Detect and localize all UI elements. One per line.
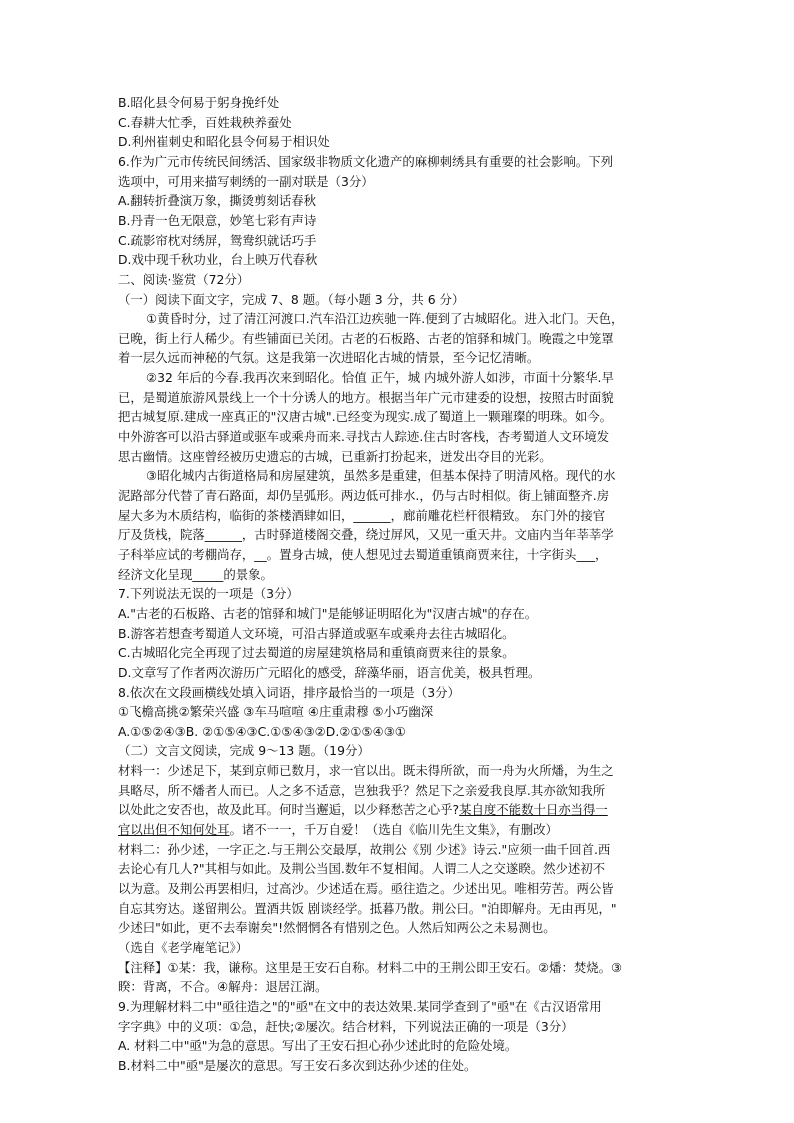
- line-text: A."古老的石板路、古老的馆驿和城门"是能够证明昭化为"汉唐古城"的存在。: [118, 605, 538, 621]
- line-text: 【注释】①某：我，谦称。这里是王安石自称。材料二中的王荆公即王安石。②燔：焚烧。③: [118, 959, 623, 975]
- text-line: [118, 741, 688, 760]
- text-line: [118, 624, 688, 643]
- text-line: [146, 466, 691, 485]
- text-line: [118, 172, 688, 191]
- line-text: ①飞檐高挑②繁荣兴盛 ③车马喧喧 ④庄重肃穆 ⑤小巧幽深: [118, 704, 434, 720]
- line-text: A.①⑤②④③B. ②①⑤④③C.①⑤④③②D.②①⑤④③①: [118, 723, 406, 739]
- line-text: ①黄昏时分，过了清江河渡口.汽车沿江边疾驰一阵.便到了古城昭化。进入北门。天色，: [146, 311, 624, 327]
- text-line: [118, 231, 688, 250]
- line-text: 少述曰"如此，更不去奉谢矣"!然惘惘各有惜别之色。人然后知两公之未易测也。: [118, 920, 556, 936]
- line-text: 子科举应试的考棚尚存，__。置身古城，使人想见过去蜀道重镇商贾来往，十字街头___，: [118, 546, 608, 562]
- text-line: [118, 565, 688, 584]
- text-line: [118, 702, 688, 721]
- line-text: （一）阅读下面文字，完成 7、8 题。（每小题 3 分，共 6 分）: [118, 291, 465, 307]
- line-text: 9.为理解材料二中"亟往造之"的"亟"在文中的表达效果.某同学查到了"亟"在《古汉语常用: [118, 998, 602, 1014]
- line-text: （二）文言文阅读，完成 9～13 题。（19分）: [118, 743, 370, 759]
- text-line: [118, 388, 688, 407]
- text-line: [146, 368, 691, 387]
- line-text: 泥路部分代替了青石路面，却仍呈弧形。两边低可排水.，仍与古时相似。街上铺面整齐.房: [118, 488, 610, 503]
- line-text: D.戏中现千秋功业，台上映万代春秋: [118, 252, 318, 268]
- line-text: 屋大多为木质结构，临街的茶楼酒肆如旧，______，廊前雕花栏杆很精致。 东门外的接官: [118, 507, 606, 523]
- line-text: 把古城复原.建成一座真正的"汉唐古城".已经变为现实.成了蜀道上一颗璀璨的明珠。如今。: [118, 409, 613, 425]
- line-text: 选项中，可用来描写刺绣的一副对联是（3分）: [118, 173, 374, 189]
- line-text: 以处此之安否也，故及此耳。何时当邂逅，以少释愁苦之心乎?: [118, 802, 460, 818]
- line-text: 中外游客可以沿古驿道或驱车或乘舟而来.寻找古人踪迹.住古时客栈，杏考蜀道人文环境发: [118, 429, 610, 445]
- text-line: [118, 840, 688, 859]
- line-text: B.材料二中"亟"是屡次的意思。写王安石多次到达孙少述的住处。: [118, 1057, 477, 1073]
- line-text: ②32 年后的今春.我再次来到昭化。恰值 正午，城 内城外游人如涉，市面十分繁华.早: [146, 370, 614, 386]
- text-line: [118, 859, 688, 878]
- text-line: [118, 604, 688, 623]
- line-text: 已，是蜀道旅游风景线上一个十分诱人的地方。根据当年广元市建委的设想，按照古时面貌: [118, 389, 614, 405]
- text-line: [118, 407, 688, 426]
- text-line: [118, 191, 688, 210]
- line-text: 去论心有几人?"其相与如此。及荆公当国.数年不复相闻。人谓二人之交遂睽。然少述初不: [118, 861, 606, 877]
- text-line: [118, 1036, 688, 1055]
- line-text-after: 。诸不一一，千万自爱！（选自《临川先生文集》，有删改）: [229, 822, 558, 838]
- line-text: 6.作为广元市传统民间绣活、国家级非物质文化遗产的麻柳刺绣具有重要的社会影响。下列: [118, 153, 614, 169]
- text-line: [118, 506, 688, 525]
- text-line: [118, 152, 688, 171]
- text-line: [118, 113, 688, 132]
- line-text: D.利州崔刺史和昭化县令何易于相识处: [118, 134, 330, 150]
- text-line: [118, 918, 688, 937]
- line-text: （选自《老学庵笔记》）: [118, 939, 249, 955]
- line-text: 睽：背离，不合。④解舟：退居江湖。: [118, 979, 328, 995]
- line-text: 以为意。及荆公再罢相归，过高沙。少述适在焉。亟往造之。少述出见。唯相劳苦。两公皆: [118, 881, 614, 896]
- line-text: 自忘其穷达。遂留荆公。置酒共饭 剧谈经学。抵暮乃散。荆公曰。"泊即解舟。无由再见，": [118, 900, 617, 916]
- text-line: [118, 447, 688, 466]
- text-line: [118, 663, 688, 682]
- text-line: [118, 93, 688, 112]
- text-line: [118, 1017, 688, 1036]
- line-text: C.春耕大忙季，百姓栽秧养蚕处: [118, 114, 292, 130]
- line-text: 8.依次在文段画横线处填入词语，排序最恰当的一项是（3分）: [118, 684, 460, 700]
- line-text: ③昭化城内古街道格局和房屋建筑，虽然多是重建，但基本保持了明清风格。现代的水: [146, 468, 616, 484]
- underlined-text: 某自度不能数十日亦当得一: [459, 802, 608, 818]
- text-line: [146, 309, 691, 328]
- text-line: [118, 938, 688, 957]
- text-line: [118, 977, 688, 996]
- line-text: 字字典》中的义项：①急，赶快;②屡次。结合材料，下列说法正确的一项是（3分）: [118, 1018, 574, 1034]
- text-line: [118, 545, 688, 564]
- text-line: [118, 486, 688, 505]
- text-line: [118, 270, 688, 289]
- text-line: [118, 211, 688, 230]
- line-text: 经济文化呈现_____的景象。: [118, 566, 273, 582]
- text-line: [118, 250, 688, 269]
- text-line: [118, 722, 688, 741]
- text-line: [118, 958, 688, 977]
- text-line: [118, 643, 688, 662]
- text-line: [118, 899, 688, 918]
- line-text: 厅及货栈，院落______，古时驿道楼阁交叠，绕过屏风，又见一重天井。文庙内当年莘莘学: [118, 527, 614, 543]
- underlined-text: 官以出但不知何处耳: [118, 822, 230, 838]
- line-text: 二、阅读·鉴赏（72分）: [118, 271, 250, 287]
- text-line: [118, 997, 688, 1016]
- text-line: [118, 781, 688, 800]
- text-line: [118, 329, 688, 348]
- text-line: [118, 820, 688, 839]
- text-line: [118, 427, 688, 446]
- line-text: 思古幽情。这座曾经被历史遗忘的古城，已重新打扮起来，迸发出夺目的光彩。: [118, 448, 552, 464]
- line-text: D.文章写了作者两次游历广元昭化的感受，辞藻华丽，语言优美，极具哲理。: [118, 664, 541, 680]
- text-line: [118, 525, 688, 544]
- text-line: [118, 800, 688, 819]
- text-line: [118, 879, 688, 898]
- text-line: [118, 584, 688, 603]
- text-line: [118, 761, 688, 780]
- text-line: [118, 290, 688, 309]
- line-text: A.翻转折叠演万象，撕烫剪刻话春秋: [118, 193, 317, 209]
- line-text: 材料二：孙少述，一字正之.与王荆公交最厚，故荆公《别 少述》诗云."应须一曲千回首.西: [118, 841, 611, 857]
- text-line: [118, 1056, 688, 1075]
- text-line: [118, 348, 688, 367]
- line-text: 具略尽，所不燔者人而已。人之多不适意，岂独我乎？然足下之亲爱我良厚.其亦欲知我所: [118, 782, 606, 798]
- line-text: 材料一：少述足下，某到京师已数月，求一官以出。既未得所欲，而一舟为火所燔，为生之: [118, 763, 614, 779]
- line-text: B.丹青一色无限意，妙笔七彩有声诗: [118, 212, 317, 228]
- line-text: B.游客若想查考蜀道人文环境，可沿古驿道或驱车或乘舟去往古城昭化。: [118, 625, 515, 641]
- line-text: C.古城昭化完全再现了过去蜀道的房屋建筑格局和重镇商贾来往的景象。: [118, 645, 515, 661]
- line-text: A. 材料二中"亟"为急的意思。写出了王安石担心孙少述此时的危险处境。: [118, 1038, 518, 1054]
- text-line: [118, 683, 688, 702]
- line-text: C.疏影帘枕对绣屏，鸳鸯织就话巧手: [118, 232, 317, 248]
- text-line: [118, 132, 688, 151]
- line-text: 着一层久远而神秘的气氛。这是我第一次进昭化古城的情景，至今记忆清晰。: [118, 350, 540, 366]
- line-text: 已晚，街上行人稀少。有些铺面已关闭。古老的石板路、古老的馆驿和城门。晚霞之中笼罩: [118, 330, 614, 346]
- line-text: B.昭化县令何易于躬身挽纤处: [118, 95, 280, 110]
- line-text: 7.下列说法无误的一项是（3分）: [118, 586, 299, 602]
